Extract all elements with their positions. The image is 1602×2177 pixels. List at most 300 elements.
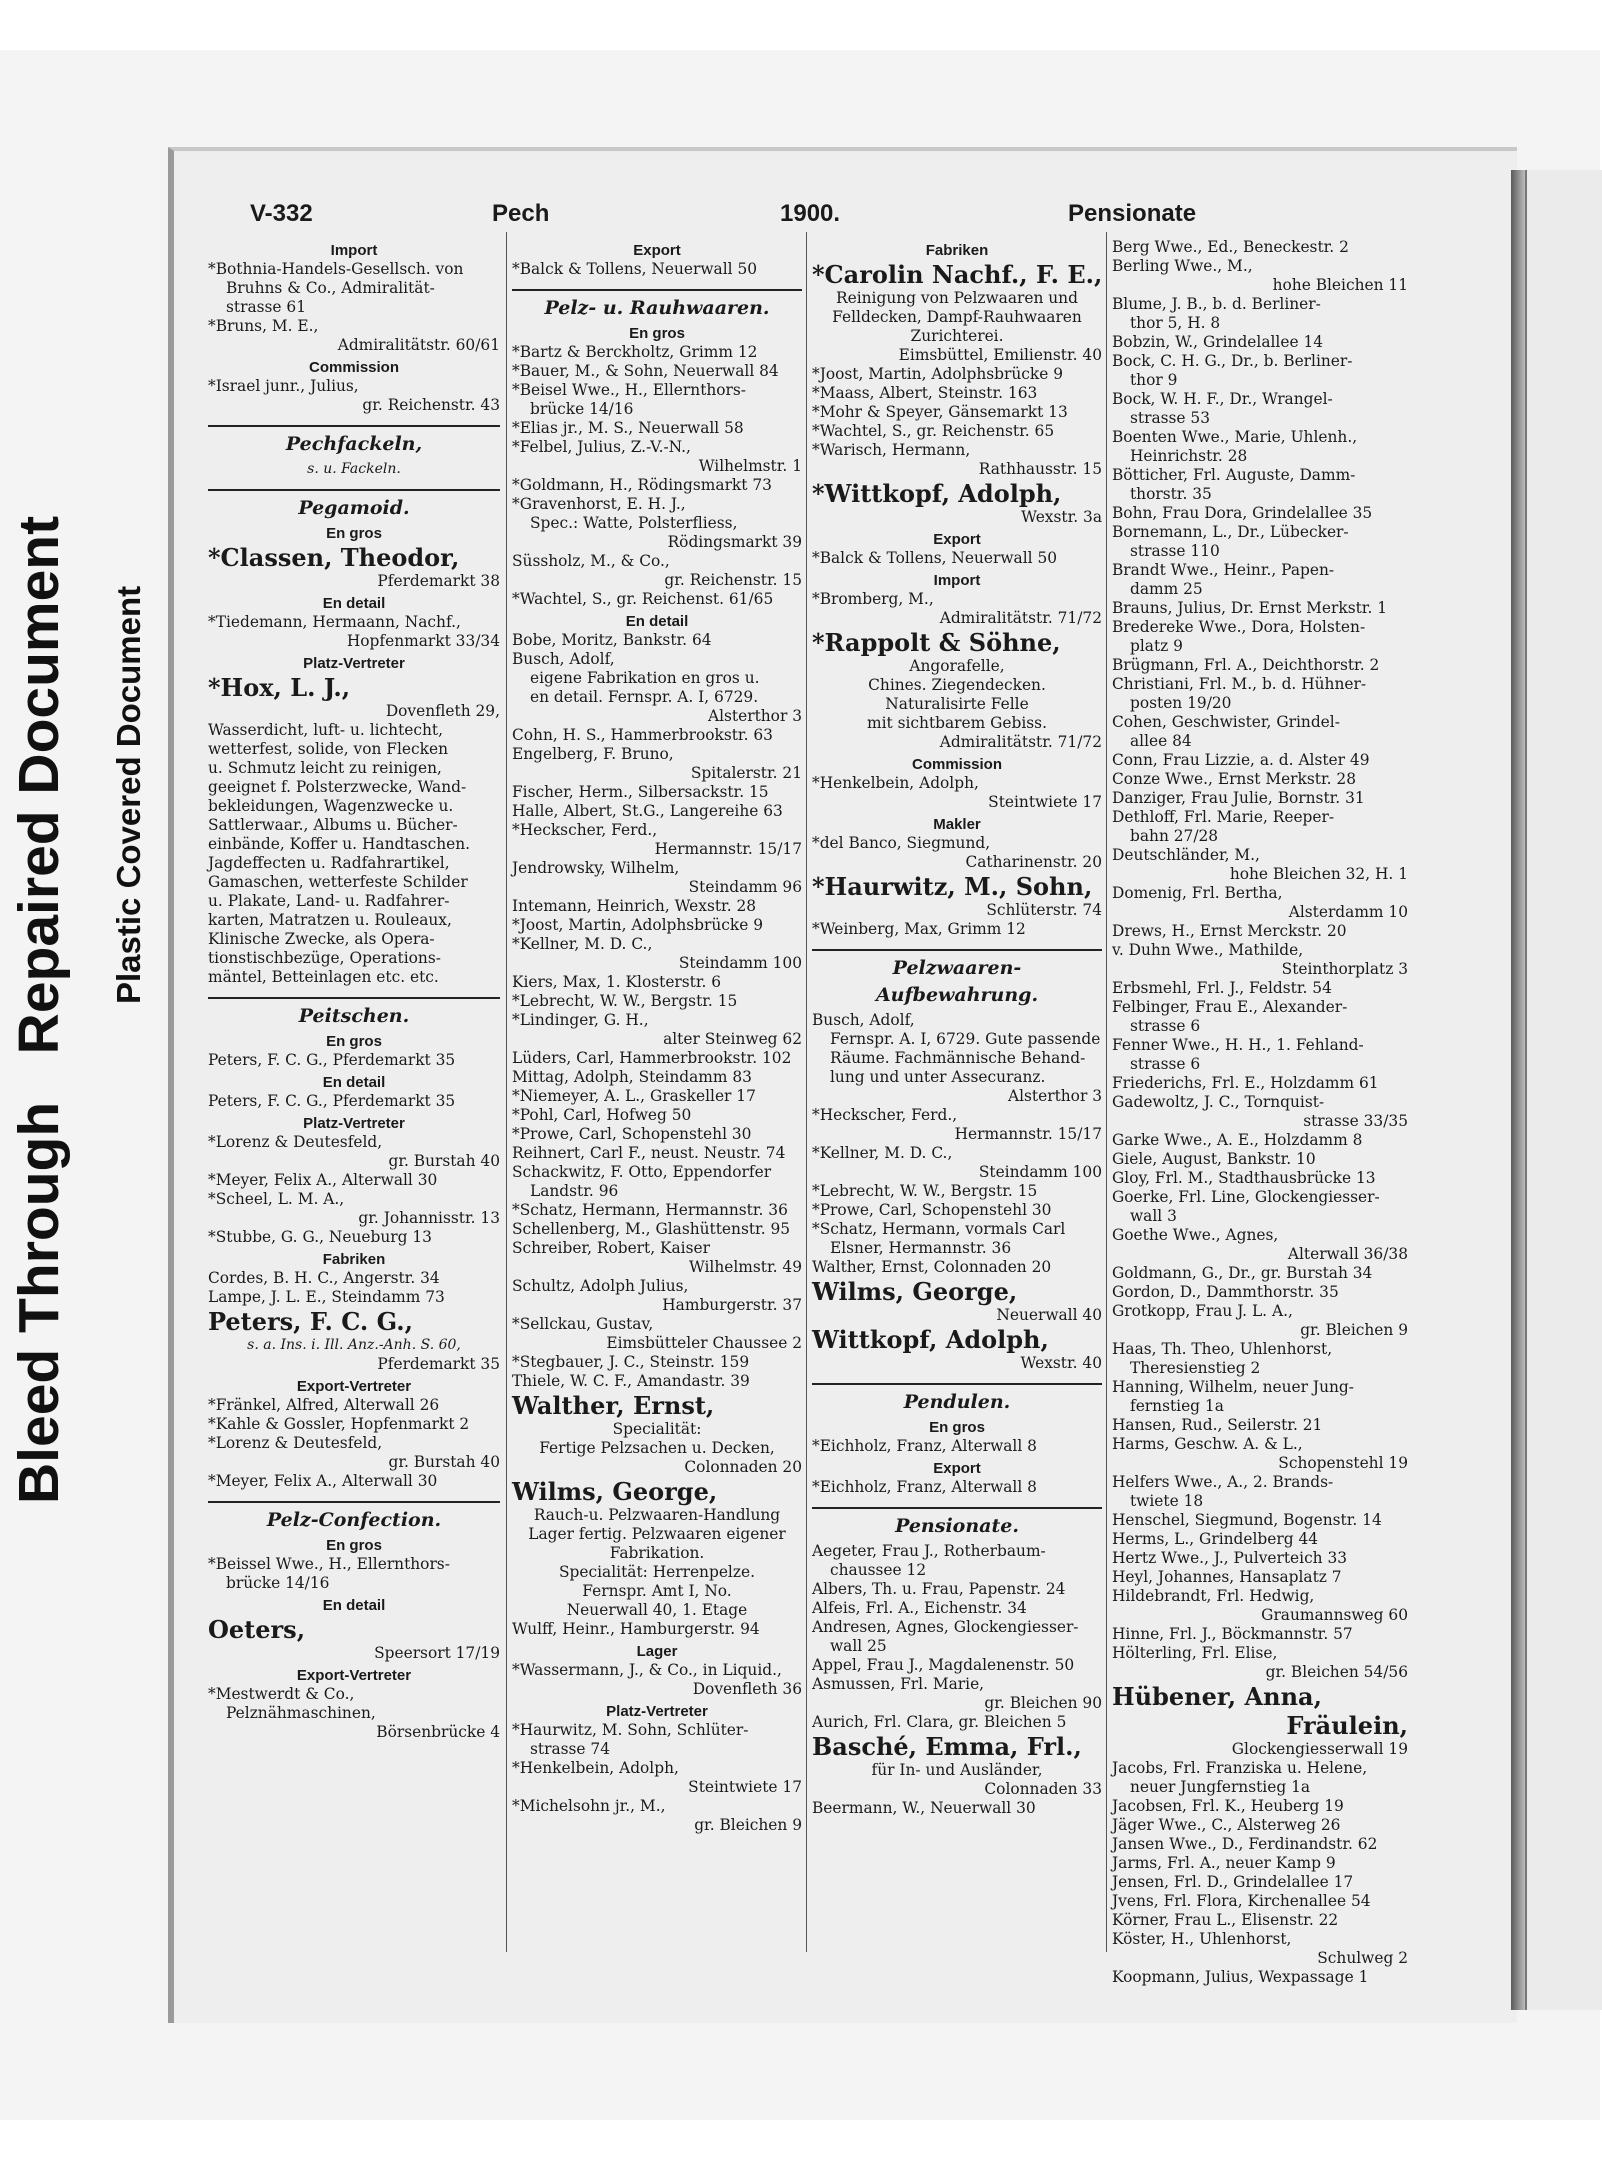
featured-entry: *Wittkopf, Adolph, [812, 479, 1062, 508]
entry-line: Steindamm 100 [678, 954, 802, 972]
entry-line: Brauns, Julius, Dr. Ernst Merkstr. 1 [1112, 599, 1388, 617]
entry-line: *Eichholz, Franz, Alterwall 8 [812, 1478, 1037, 1496]
entry-line: Jvens, Frl. Flora, Kirchenallee 54 [1112, 1892, 1371, 1910]
entry-line: geeignet f. Polsterzwecke, Wand- [208, 778, 467, 796]
subsection-label: Export [933, 1460, 981, 1477]
entry-line: *Bromberg, M., [812, 590, 934, 608]
section-rule [208, 425, 500, 427]
entry-line: Halle, Albert, St.G., Langereihe 63 [512, 802, 783, 820]
entry-line: Hertz Wwe., J., Pulverteich 33 [1112, 1549, 1348, 1567]
section-rule [512, 289, 802, 291]
entry-line: Alfeis, Frl. A., Eichenstr. 34 [812, 1599, 1027, 1617]
entry-line: platz 9 [1130, 637, 1183, 655]
side-label-plastic: Plastic Covered Document [110, 585, 147, 1004]
entry-line: eigene Fabrikation en gros u. [530, 669, 760, 687]
section-rule [812, 1383, 1102, 1385]
entry-line: thor 9 [1130, 371, 1178, 389]
entry-line: Alsterthor 3 [1008, 1087, 1102, 1105]
entry-line: *del Banco, Siegmund, [812, 834, 991, 852]
entry-line: Hildebrandt, Frl. Hedwig, [1112, 1587, 1315, 1605]
section-heading: Pelz- u. Rauhwaaren. [544, 297, 770, 319]
entry-line: s. u. Fackeln. [307, 461, 401, 477]
entry-line: Hermannstr. 15/17 [954, 1125, 1102, 1143]
entry-line: Colonnaden 20 [684, 1458, 802, 1476]
entry-line: Jacobs, Frl. Franziska u. Helene, [1112, 1759, 1368, 1777]
entry-line: tionstischbezüge, Operations- [208, 949, 441, 967]
entry-line: Wilhelmstr. 1 [698, 457, 802, 475]
entry-line: s. a. Ins. i. Ill. Anz.-Anh. S. 60, [247, 1337, 461, 1353]
subsection-label: En detail [322, 1074, 386, 1091]
entry-line: hohe Bleichen 11 [1272, 276, 1408, 294]
featured-entry: *Rappolt & Söhne, [812, 628, 1061, 657]
entry-line: Brandt Wwe., Heinr., Papen- [1112, 561, 1335, 579]
entry-line: *Fränkel, Alfred, Alterwall 26 [208, 1396, 440, 1414]
entry-line: Jansen Wwe., D., Ferdinandstr. 62 [1112, 1835, 1378, 1853]
entry-line: Lampe, J. L. E., Steindamm 73 [208, 1288, 445, 1306]
entry-line: thor 5, H. 8 [1130, 314, 1221, 332]
entry-line: *Pohl, Carl, Hofweg 50 [512, 1106, 692, 1124]
entry-line: *Bartz & Berckholtz, Grimm 12 [512, 343, 758, 361]
featured-entry: *Hox, L. J., [208, 673, 351, 702]
entry-line: *Mohr & Speyer, Gänsemarkt 13 [812, 403, 1068, 421]
entry-line: *Henkelbein, Adolph, [512, 1759, 679, 1777]
entry-line: Dethloff, Frl. Marie, Reeper- [1112, 808, 1335, 826]
entry-line: Alsterdamm 10 [1288, 903, 1408, 921]
entry-line: Alsterthor 3 [708, 707, 802, 725]
column-divider [506, 232, 507, 1952]
entry-line: Heyl, Johannes, Hansaplatz 7 [1112, 1568, 1342, 1586]
entry-line: Giele, August, Bankstr. 10 [1112, 1150, 1316, 1168]
entry-line: Fertige Pelzsachen u. Decken, [539, 1439, 775, 1457]
entry-line: Spec.: Watte, Polsterfliess, [530, 514, 738, 532]
entry-line: Grotkopp, Frau J. L. A., [1112, 1302, 1293, 1320]
entry-line: Hinne, Frl. J., Böckmannstr. 57 [1112, 1625, 1353, 1643]
entry-line: Admiralitätstr. 71/72 [939, 609, 1102, 627]
entry-line: gr. Bleichen 90 [984, 1694, 1102, 1712]
featured-entry: *Classen, Theodor, [208, 543, 460, 572]
entry-line: Friederichs, Frl. E., Holzdamm 61 [1112, 1074, 1379, 1092]
entry-line: Jagdeffecten u. Radfahrartikel, [208, 854, 450, 872]
entry-line: Klinische Zwecke, als Opera- [208, 930, 435, 948]
entry-line: Hanning, Wilhelm, neuer Jung- [1112, 1378, 1354, 1396]
subsection-label: Commission [911, 756, 1002, 773]
entry-line: *Lebrecht, W. W., Bergstr. 15 [812, 1182, 1038, 1200]
entry-line: Henschel, Siegmund, Bogenstr. 14 [1112, 1511, 1382, 1529]
section-heading: Peitschen. [298, 1005, 410, 1027]
entry-line: wall 3 [1130, 1207, 1177, 1225]
entry-line: *Lorenz & Deutesfeld, [208, 1434, 383, 1452]
entry-line: Andresen, Agnes, Glockengiesser- [812, 1618, 1079, 1636]
subsection-label: Commission [308, 359, 399, 376]
entry-line: Cohen, Geschwister, Grindel- [1112, 713, 1340, 731]
entry-line: strasse 6 [1130, 1055, 1201, 1073]
entry-line: bekleidungen, Wagenzwecke u. [208, 797, 454, 815]
entry-line: Neuerwall 40 [996, 1306, 1102, 1324]
entry-line: Helfers Wwe., A., 2. Brands- [1112, 1473, 1334, 1491]
entry-line: gr. Bleichen 9 [694, 1816, 802, 1834]
entry-line: Heinrichstr. 28 [1130, 447, 1248, 465]
entry-line: Dovenfleth 36 [692, 1680, 802, 1698]
entry-line: Lüders, Carl, Hammerbrookstr. 102 [512, 1049, 792, 1067]
entry-line: Gadewoltz, J. C., Tornquist- [1112, 1093, 1325, 1111]
subsection-label: En detail [625, 613, 689, 630]
entry-line: *Elias jr., M. S., Neuerwall 58 [512, 419, 744, 437]
entry-line: Bock, W. H. F., Dr., Wrangel- [1112, 390, 1333, 408]
entry-line: Steintwiete 17 [988, 793, 1102, 811]
entry-line: Kiers, Max, 1. Klosterstr. 6 [512, 973, 722, 991]
entry-line: Hopfenmarkt 33/34 [346, 632, 500, 650]
entry-line: Rathhausstr. 15 [978, 460, 1102, 478]
subsection-label: En gros [326, 525, 382, 542]
entry-line: Hölterling, Frl. Elise, [1112, 1644, 1278, 1662]
entry-line: v. Duhn Wwe., Mathilde, [1112, 941, 1304, 959]
directory-column-3 [812, 238, 1102, 1948]
subsection-label: En gros [326, 1537, 382, 1554]
entry-line: Köster, H., Uhlenhorst, [1112, 1930, 1292, 1948]
entry-line: Conn, Frau Lizzie, a. d. Alster 49 [1112, 751, 1370, 769]
page-gutter [1511, 170, 1525, 2010]
bleed-through-label: Bleed Through [7, 1101, 71, 1504]
entry-line: Landstr. 96 [530, 1182, 619, 1200]
entry-line: *Niemeyer, A. L., Graskeller 17 [512, 1087, 756, 1105]
entry-line: Appel, Frau J., Magdalenenstr. 50 [812, 1656, 1075, 1674]
entry-line: Cohn, H. S., Hammerbrookstr. 63 [512, 726, 773, 744]
entry-line: Speersort 17/19 [374, 1644, 500, 1662]
entry-line: *Beissel Wwe., H., Ellernthors- [208, 1555, 450, 1573]
entry-line: u. Plakate, Land- u. Radfahrer- [208, 892, 450, 910]
entry-line: Conze Wwe., Ernst Merkstr. 28 [1112, 770, 1356, 788]
subsection-label: En detail [322, 595, 386, 612]
subsection-label: Import [330, 242, 378, 259]
entry-line: *Joost, Martin, Adolphsbrücke 9 [812, 365, 1064, 383]
entry-line: *Wachtel, S., gr. Reichenstr. 65 [812, 422, 1055, 440]
entry-line: *Lebrecht, W. W., Bergstr. 15 [512, 992, 738, 1010]
subsection-label: Makler [933, 816, 981, 833]
entry-line: Elsner, Hermannstr. 36 [830, 1239, 1012, 1257]
entry-line: Chines. Ziegendecken. [868, 676, 1046, 694]
featured-entry: Walther, Ernst, [512, 1391, 715, 1420]
entry-line: twiete 18 [1130, 1492, 1204, 1510]
entry-line: *Bauer, M., & Sohn, Neuerwall 84 [512, 362, 779, 380]
directory-column-2 [512, 238, 802, 1948]
section-heading: Pegamoid. [298, 497, 410, 519]
entry-line: *Mestwerdt & Co., [208, 1685, 355, 1703]
entry-line: Steindamm 96 [688, 878, 802, 896]
featured-entry: Wilms, George, [812, 1277, 1018, 1306]
entry-line: Aegeter, Frau J., Rotherbaum- [812, 1542, 1046, 1560]
entry-line: Schellenberg, M., Glashüttenstr. 95 [512, 1220, 791, 1238]
entry-line: en detail. Fernspr. A. I, 6729. [530, 688, 759, 706]
entry-line: Berling Wwe., M., [1112, 257, 1253, 275]
section-heading: Pensionate. [895, 1515, 1019, 1537]
subsection-label: Import [933, 572, 981, 589]
featured-entry: Wilms, George, [512, 1477, 718, 1506]
entry-line: Jacobsen, Frl. K., Heuberg 19 [1112, 1797, 1344, 1815]
entry-line: thorstr. 35 [1130, 485, 1212, 503]
entry-line: brücke 14/16 [530, 400, 634, 418]
entry-line: Rödingsmarkt 39 [667, 533, 802, 551]
entry-line: Blume, J. B., b. d. Berliner- [1112, 295, 1321, 313]
entry-line: brücke 14/16 [226, 1574, 330, 1592]
entry-line: strasse 110 [1130, 542, 1220, 560]
entry-line: Brügmann, Frl. A., Deichthorstr. 2 [1112, 656, 1380, 674]
entry-line: Intemann, Heinrich, Wexstr. 28 [512, 897, 757, 915]
entry-line: *Meyer, Felix A., Alterwall 30 [208, 1171, 438, 1189]
entry-line: gr. Reichenstr. 15 [664, 571, 802, 589]
entry-line: alter Steinweg 62 [663, 1030, 802, 1048]
entry-line: strasse 53 [1130, 409, 1210, 427]
entry-line: Süssholz, M., & Co., [512, 552, 670, 570]
entry-line: Körner, Frau L., Elisenstr. 22 [1112, 1911, 1339, 1929]
subsection-label: Export [633, 242, 681, 259]
entry-line: für In- und Ausländer, [871, 1761, 1043, 1779]
entry-line: *Heckscher, Ferd., [512, 821, 658, 839]
side-label-bleed-repaired [6, 516, 72, 1504]
entry-line: Fischer, Herm., Silbersackstr. 15 [512, 783, 769, 801]
entry-line: Admiralitätstr. 71/72 [939, 733, 1102, 751]
entry-line: damm 25 [1130, 580, 1203, 598]
entry-line: *Meyer, Felix A., Alterwall 30 [208, 1472, 438, 1490]
entry-line: *Joost, Martin, Adolphsbrücke 9 [512, 916, 764, 934]
entry-line: bahn 27/28 [1130, 827, 1219, 845]
entry-line: Hermannstr. 15/17 [654, 840, 802, 858]
entry-line: gr. Bleichen 9 [1300, 1321, 1408, 1339]
featured-entry: Fräulein, [1286, 1711, 1408, 1740]
entry-line: Schultz, Adolph Julius, [512, 1277, 689, 1295]
entry-line: Gamaschen, wetterfeste Schilder [208, 873, 468, 891]
entry-line: Theresienstieg 2 [1130, 1359, 1261, 1377]
entry-line: Goerke, Frl. Line, Glockengiesser- [1112, 1188, 1380, 1206]
entry-line: Peters, F. C. G., Pferdemarkt 35 [208, 1051, 456, 1069]
entry-line: strasse 33/35 [1303, 1112, 1408, 1130]
entry-line: gr. Burstah 40 [388, 1453, 500, 1471]
featured-entry: *Carolin Nachf., F. E., [812, 260, 1103, 289]
entry-line: *Kahle & Gossler, Hopfenmarkt 2 [208, 1415, 470, 1433]
entry-line: Boenten Wwe., Marie, Uhlenh., [1112, 428, 1358, 446]
subsection-label: Export-Vertreter [296, 1667, 412, 1684]
subsection-label: Lager [636, 1643, 678, 1660]
page-number: V-332 [250, 200, 313, 227]
header-section: Pensionate [1068, 200, 1197, 227]
entry-line: *Tiedemann, Hermaann, Nachf., [208, 613, 461, 631]
entry-line: *Stegbauer, J. C., Steinstr. 159 [512, 1353, 750, 1371]
column-divider [1106, 232, 1107, 1952]
entry-line: Goldmann, G., Dr., gr. Burstah 34 [1112, 1264, 1373, 1282]
entry-line: lung und unter Assecuranz. [830, 1068, 1046, 1086]
entry-line: Wexstr. 40 [1020, 1354, 1102, 1372]
section-heading: Pechfackeln, [285, 433, 423, 455]
entry-line: Bornemann, L., Dr., Lübecker- [1112, 523, 1349, 541]
entry-line: Busch, Adolf, [512, 650, 615, 668]
entry-line: Domenig, Frl. Bertha, [1112, 884, 1283, 902]
entry-line: Hansen, Rud., Seilerstr. 21 [1112, 1416, 1323, 1434]
entry-line: Koopmann, Julius, Wexpassage 1 [1112, 1968, 1369, 1986]
entry-line: Sattlerwaar., Albums u. Bücher- [208, 816, 458, 834]
entry-line: *Kellner, M. D. C., [812, 1144, 953, 1162]
entry-line: Bobzin, W., Grindelallee 14 [1112, 333, 1324, 351]
subsection-label: En gros [629, 325, 685, 342]
entry-line: Colonnaden 33 [984, 1780, 1102, 1798]
entry-line: Bock, C. H. G., Dr., b. Berliner- [1112, 352, 1353, 370]
entry-line: Rauch-u. Pelzwaaren-Handlung [533, 1506, 781, 1524]
subsection-label: Platz-Vertreter [606, 1703, 708, 1720]
entry-line: Goethe Wwe., Agnes, [1112, 1226, 1279, 1244]
entry-line: Angorafelle, [909, 657, 1005, 675]
entry-line: *Prowe, Carl, Schopenstehl 30 [812, 1201, 1052, 1219]
entry-line: *Weinberg, Max, Grimm 12 [812, 920, 1026, 938]
entry-line: Cordes, B. H. C., Angerstr. 34 [208, 1269, 440, 1287]
subsection-label: Platz-Vertreter [303, 655, 405, 672]
entry-line: Bredereke Wwe., Dora, Holsten- [1112, 618, 1366, 636]
entry-line: Eimsbüttel, Emilienstr. 40 [898, 346, 1102, 364]
featured-entry: Hübener, Anna, [1112, 1682, 1322, 1711]
entry-line: Specialität: Herrenpelze. [559, 1563, 755, 1581]
entry-line: Graumannsweg 60 [1261, 1606, 1408, 1624]
repaired-document-label: Repaired Document [7, 515, 71, 1055]
entry-line: Bobe, Moritz, Bankstr. 64 [512, 631, 712, 649]
entry-line: Mittag, Adolph, Steindamm 83 [512, 1068, 752, 1086]
entry-line: *Michelsohn jr., M., [512, 1797, 666, 1815]
header-year: 1900. [780, 200, 841, 227]
entry-line: Naturalisirte Felle [885, 695, 1029, 713]
entry-line: Steintwiete 17 [688, 1778, 802, 1796]
entry-line: strasse 74 [530, 1740, 610, 1758]
featured-entry: Wittkopf, Adolph, [812, 1325, 1049, 1354]
entry-line: karten, Matratzen u. Rouleaux, [208, 911, 452, 929]
subsection-label: En gros [326, 1033, 382, 1050]
entry-line: mäntel, Betteinlagen etc. etc. [208, 968, 439, 986]
entry-line: *Lindinger, G. H., [512, 1011, 649, 1029]
entry-line: Wasserdicht, luft- u. lichtecht, [208, 721, 443, 739]
entry-line: Eimsbütteler Chaussee 2 [606, 1334, 802, 1352]
entry-line: Wulff, Heinr., Hamburgerstr. 94 [512, 1620, 760, 1638]
entry-line: Fabrikation. [609, 1544, 705, 1562]
entry-line: Fernspr. Amt I, No. [582, 1582, 732, 1600]
entry-line: *Goldmann, H., Rödingsmarkt 73 [512, 476, 772, 494]
subsection-label: Platz-Vertreter [303, 1115, 405, 1132]
entry-line: Garke Wwe., A. E., Holzdamm 8 [1112, 1131, 1363, 1149]
entry-line: posten 19/20 [1130, 694, 1232, 712]
entry-line: Lager fertig. Pelzwaaren eigener [528, 1525, 786, 1543]
entry-line: *Bruns, M. E., [208, 317, 319, 335]
adjacent-page [1525, 170, 1602, 2010]
section-rule [208, 1501, 500, 1503]
section-rule [208, 997, 500, 999]
entry-line: *Felbel, Julius, Z.-V.-N., [512, 438, 691, 456]
entry-line: Harms, Geschw. A. & L., [1112, 1435, 1303, 1453]
entry-line: u. Schmutz leicht zu reinigen, [208, 759, 442, 777]
entry-line: *Balck & Tollens, Neuerwall 50 [812, 549, 1058, 567]
entry-line: gr. Johannisstr. 13 [358, 1209, 500, 1227]
entry-line: Neuerwall 40, 1. Etage [566, 1601, 748, 1619]
entry-line: *Schatz, Hermann, Hermannstr. 36 [512, 1201, 788, 1219]
entry-line: Schopenstehl 19 [1278, 1454, 1408, 1472]
entry-line: Danziger, Frau Julie, Bornstr. 31 [1112, 789, 1365, 807]
entry-line: Albers, Th. u. Frau, Papenstr. 24 [812, 1580, 1066, 1598]
entry-line: Drews, H., Ernst Merckstr. 20 [1112, 922, 1347, 940]
entry-line: hohe Bleichen 32, H. 1 [1229, 865, 1408, 883]
entry-line: Spitalerstr. 21 [690, 764, 802, 782]
entry-line: Börsenbrücke 4 [376, 1723, 500, 1741]
entry-line: Erbsmehl, Frl. J., Feldstr. 54 [1112, 979, 1332, 997]
entry-line: Christiani, Frl. M., b. d. Hühner- [1112, 675, 1367, 693]
entry-line: Räume. Fachmännische Behand- [830, 1049, 1086, 1067]
entry-line: Deutschländer, M., [1112, 846, 1260, 864]
entry-line: Gordon, D., Dammthorstr. 35 [1112, 1283, 1339, 1301]
directory-column-1 [208, 238, 500, 1948]
featured-entry: Peters, F. C. G., [208, 1307, 413, 1336]
entry-line: gr. Burstah 40 [388, 1152, 500, 1170]
entry-line: neuer Jungfernstieg 1a [1130, 1778, 1311, 1796]
entry-line: *Israel junr., Julius, [208, 377, 359, 395]
entry-line: *Heckscher, Ferd., [812, 1106, 958, 1124]
entry-line: *Warisch, Hermann, [812, 441, 971, 459]
entry-line: Thiele, W. C. F., Amandastr. 39 [512, 1372, 750, 1390]
entry-line: Reinigung von Pelzwaaren und [836, 289, 1078, 307]
entry-line: *Kellner, M. D. C., [512, 935, 653, 953]
entry-line: Admiralitätstr. 60/61 [337, 336, 500, 354]
entry-line: wall 25 [830, 1637, 887, 1655]
entry-line: Jäger Wwe., C., Alsterweg 26 [1112, 1816, 1341, 1834]
entry-line: Hamburgerstr. 37 [662, 1296, 802, 1314]
entry-line: Alterwall 36/38 [1287, 1245, 1408, 1263]
entry-line: einbände, Koffer u. Handtaschen. [208, 835, 471, 853]
header-keyword: Pech [492, 200, 550, 227]
entry-line: Steindamm 100 [978, 1163, 1102, 1181]
entry-line: Wilhelmstr. 49 [688, 1258, 802, 1276]
entry-line: Felldecken, Dampf-Rauhwaaren [832, 308, 1082, 326]
section-rule [208, 489, 500, 491]
entry-line: Schackwitz, F. Otto, Eppendorfer [512, 1163, 772, 1181]
entry-line: Jensen, Frl. D., Grindelallee 17 [1112, 1873, 1354, 1891]
entry-line: Catharinenstr. 20 [965, 853, 1102, 871]
entry-line: wetterfest, solide, von Flecken [208, 740, 448, 758]
entry-line: *Wassermann, J., & Co., in Liquid., [512, 1661, 782, 1679]
entry-line: Pferdemarkt 38 [377, 572, 500, 590]
subsection-label: En detail [322, 1597, 386, 1614]
entry-line: Asmussen, Frl. Marie, [812, 1675, 985, 1693]
entry-line: strasse 6 [1130, 1017, 1201, 1035]
section-heading: Pelz-Confection. [266, 1509, 442, 1531]
entry-line: *Gravenhorst, E. H. J., [512, 495, 686, 513]
entry-line: gr. Bleichen 54/56 [1265, 1663, 1408, 1681]
entry-line: Fenner Wwe., H. H., 1. Fehland- [1112, 1036, 1364, 1054]
entry-line: Jarms, Frl. A., neuer Kamp 9 [1112, 1854, 1336, 1872]
entry-line: Peters, F. C. G., Pferdemarkt 35 [208, 1092, 456, 1110]
entry-line: allee 84 [1130, 732, 1192, 750]
section-rule [812, 1507, 1102, 1509]
entry-line: Bruhns & Co., Admiralität- [226, 279, 435, 297]
entry-line: fernstieg 1a [1130, 1397, 1224, 1415]
entry-line: *Lorenz & Deutesfeld, [208, 1133, 383, 1151]
page-header [250, 200, 1197, 240]
section-heading: Pelzwaaren- [892, 957, 1022, 979]
entry-line: Busch, Adolf, [812, 1011, 915, 1029]
entry-line: Schulweg 2 [1317, 1949, 1408, 1967]
directory-column-4 [1112, 238, 1408, 1986]
subsection-label: Fabriken [925, 242, 989, 259]
section-rule [812, 949, 1102, 951]
entry-line: *Schatz, Hermann, vormals Carl [812, 1220, 1066, 1238]
entry-line: Haas, Th. Theo, Uhlenhorst, [1112, 1340, 1333, 1358]
entry-line: Schreiber, Robert, Kaiser [512, 1239, 710, 1257]
entry-line: Felbinger, Frau E., Alexander- [1112, 998, 1348, 1016]
entry-line: Beermann, W., Neuerwall 30 [812, 1799, 1036, 1817]
entry-line: Engelberg, F. Bruno, [512, 745, 674, 763]
entry-line: Aurich, Frl. Clara, gr. Bleichen 5 [812, 1713, 1067, 1731]
entry-line: *Prowe, Carl, Schopenstehl 30 [512, 1125, 752, 1143]
entry-line: *Bothnia-Handels-Gesellsch. von [208, 260, 464, 278]
